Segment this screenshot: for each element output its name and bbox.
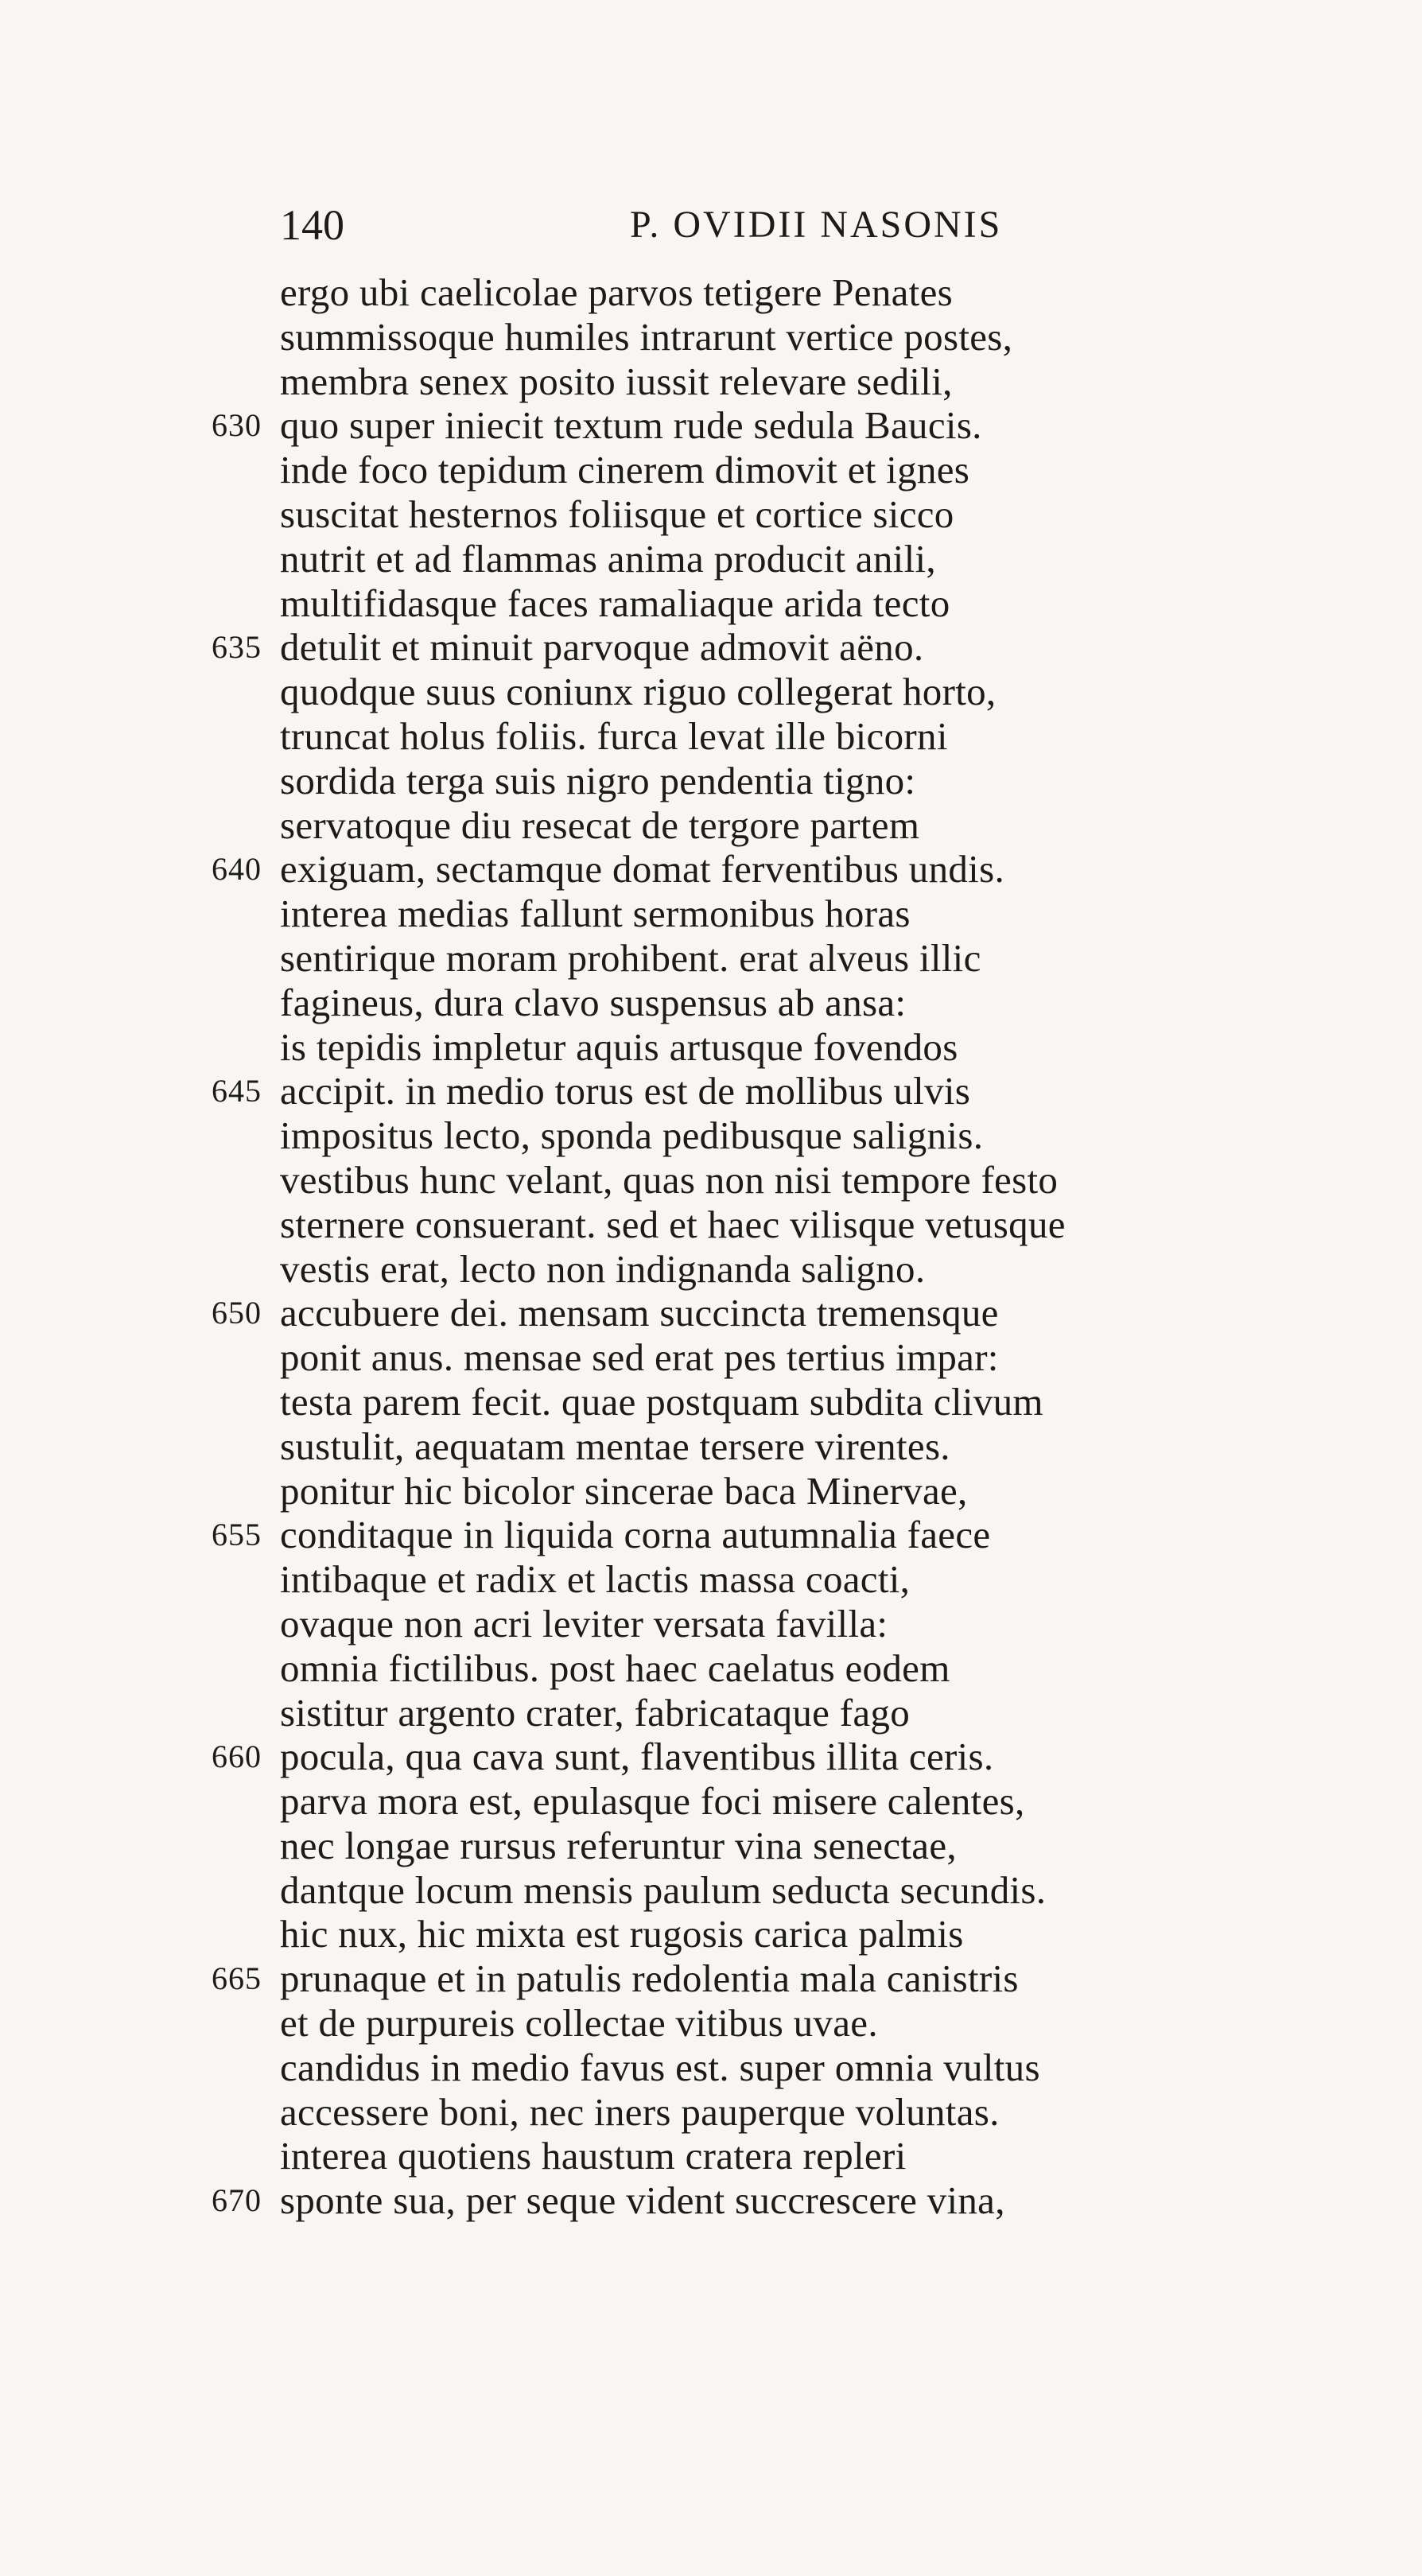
verse-text: exiguam, sectamque domat ferventibus undis. — [280, 847, 1005, 892]
verse-text: suscitat hesternos foliisque et cortice sicco — [280, 491, 954, 536]
verse-text: fagineus, dura clavo suspensus ab ansa: — [280, 980, 907, 1024]
verse-line — [0, 803, 1422, 848]
line-number: 630 — [212, 407, 262, 444]
verse-text: dantque locum mensis paulum seducta secundis. — [280, 1867, 1047, 1912]
page-number: 140 — [280, 201, 344, 249]
verse-text: quo super iniecit textum rude sedula Baucis. — [280, 403, 982, 448]
verse-text: accessere boni, nec iners pauperque voluntas. — [280, 2089, 1000, 2134]
verse-text: sordida terga suis nigro pendentia tigno: — [280, 758, 916, 802]
verse-line — [0, 1113, 1422, 1158]
verse-line — [0, 670, 1422, 714]
verse-text: interea quotiens haustum cratera repleri — [280, 2134, 907, 2178]
verse-line — [0, 1646, 1422, 1691]
verse-line — [0, 448, 1422, 492]
verse-line — [0, 2134, 1422, 2178]
verse-text: parva mora est, epulasque foci misere calentes, — [280, 1779, 1025, 1824]
verse-text: ponitur hic bicolor sincerae baca Minervae, — [280, 1468, 968, 1513]
verse-text: sponte sua, per seque vident succrescere vina, — [280, 2178, 1005, 2223]
verse-line — [0, 1247, 1422, 1292]
verse-block — [0, 270, 1422, 2223]
verse-line — [0, 2046, 1422, 2090]
verse-text: intibaque et radix et lactis massa coacti, — [280, 1557, 911, 1602]
verse-line — [0, 1069, 1422, 1113]
verse-line — [0, 492, 1422, 537]
line-number: 645 — [212, 1073, 262, 1109]
verse-line — [0, 847, 1422, 892]
verse-text: conditaque in liquida corna autumnalia faece — [280, 1513, 991, 1557]
verse-text: et de purpureis collectae vitibus uvae. — [280, 2001, 878, 2046]
verse-line — [0, 1513, 1422, 1557]
verse-line — [0, 1956, 1422, 2001]
verse-text: testa parem fecit. quae postquam subdita clivum — [280, 1379, 1043, 1424]
verse-text: multifidasque faces ramaliaque arida tecto — [280, 581, 950, 625]
verse-line — [0, 2090, 1422, 2135]
verse-line — [0, 1158, 1422, 1203]
verse-text: quodque suus coniunx riguo collegerat horto, — [280, 670, 997, 714]
verse-text: sistitur argento crater, fabricataque fago — [280, 1690, 911, 1735]
verse-text: impositus lecto, sponda pedibusque salignis. — [280, 1113, 984, 1158]
verse-text: membra senex posito iussit relevare sedili, — [280, 359, 953, 403]
verse-line — [0, 1779, 1422, 1824]
verse-line — [0, 1868, 1422, 1913]
verse-line — [0, 270, 1422, 315]
verse-text: sentirique moram prohibent. erat alveus illic — [280, 935, 981, 980]
verse-text: is tepidis impletur aquis artusque fovendos — [280, 1024, 958, 1069]
verse-text: truncat holus foliis. furca levat ille bicorni — [280, 713, 948, 758]
verse-text: omnia fictilibus. post haec caelatus eodem — [280, 1645, 950, 1690]
line-number: 650 — [212, 1295, 262, 1331]
verse-text: candidus in medio favus est. super omnia vultus — [280, 2045, 1040, 2089]
verse-text: pocula, qua cava sunt, flaventibus illita ceris. — [280, 1735, 994, 1779]
verse-text: summissoque humiles intrarunt vertice postes, — [280, 314, 1013, 359]
verse-text: nec longae rursus referuntur vina senectae, — [280, 1823, 957, 1867]
verse-text: interea medias fallunt sermonibus horas — [280, 892, 911, 936]
verse-line — [0, 714, 1422, 759]
running-title: P. OVIDII NASONIS — [630, 204, 1003, 246]
verse-text: inde foco tepidum cinerem dimovit et ignes — [280, 448, 970, 492]
verse-text: sternere consuerant. sed et haec vilisque vetusque — [280, 1202, 1066, 1246]
verse-text: ergo ubi caelicolae parvos tetigere Penates — [280, 270, 953, 314]
verse-line — [0, 1912, 1422, 1956]
verse-line — [0, 1380, 1422, 1424]
verse-line — [0, 892, 1422, 936]
verse-line — [0, 359, 1422, 404]
line-number: 660 — [212, 1739, 262, 1775]
verse-text: accubuere dei. mensam succincta tremensque — [280, 1291, 999, 1335]
verse-line — [0, 1469, 1422, 1513]
verse-line — [0, 625, 1422, 670]
verse-text: vestibus hunc velant, quas non nisi tempore festo — [280, 1157, 1059, 1202]
verse-text: detulit et minuit parvoque admovit aëno. — [280, 625, 924, 670]
verse-line — [0, 981, 1422, 1025]
verse-line — [0, 1557, 1422, 1602]
verse-line — [0, 537, 1422, 581]
verse-line — [0, 403, 1422, 448]
verse-text: vestis erat, lecto non indignanda saligno. — [280, 1246, 926, 1291]
verse-text: ponit anus. mensae sed erat pes tertius impar: — [280, 1335, 999, 1380]
verse-line — [0, 936, 1422, 981]
verse-line — [0, 581, 1422, 626]
line-number: 655 — [212, 1517, 262, 1553]
verse-line — [0, 315, 1422, 359]
line-number: 640 — [212, 851, 262, 888]
verse-line — [0, 1424, 1422, 1469]
verse-line — [0, 1203, 1422, 1247]
verse-text: hic nux, hic mixta est rugosis carica palmis — [280, 1912, 964, 1956]
verse-text: prunaque et in patulis redolentia mala canistris — [280, 1956, 1019, 2001]
verse-line — [0, 1602, 1422, 1646]
line-number: 665 — [212, 1960, 262, 1997]
running-head — [0, 197, 1422, 253]
verse-text: ovaque non acri leviter versata favilla: — [280, 1601, 888, 1645]
verse-line — [0, 2178, 1422, 2223]
verse-text: servatoque diu resecat de tergore partem — [280, 802, 920, 847]
verse-line — [0, 1025, 1422, 1070]
verse-line — [0, 1691, 1422, 1735]
verse-text: accipit. in medio torus est de mollibus ulvis — [280, 1069, 971, 1113]
verse-text: nutrit et ad flammas anima producit anili, — [280, 536, 936, 581]
verse-line — [0, 1735, 1422, 1779]
verse-line — [0, 1335, 1422, 1380]
verse-line — [0, 1824, 1422, 1868]
verse-line — [0, 2001, 1422, 2046]
verse-line — [0, 1291, 1422, 1335]
line-number: 635 — [212, 629, 262, 666]
verse-line — [0, 759, 1422, 803]
verse-text: sustulit, aequatam mentae tersere virentes. — [280, 1424, 950, 1468]
line-number: 670 — [212, 2182, 262, 2219]
